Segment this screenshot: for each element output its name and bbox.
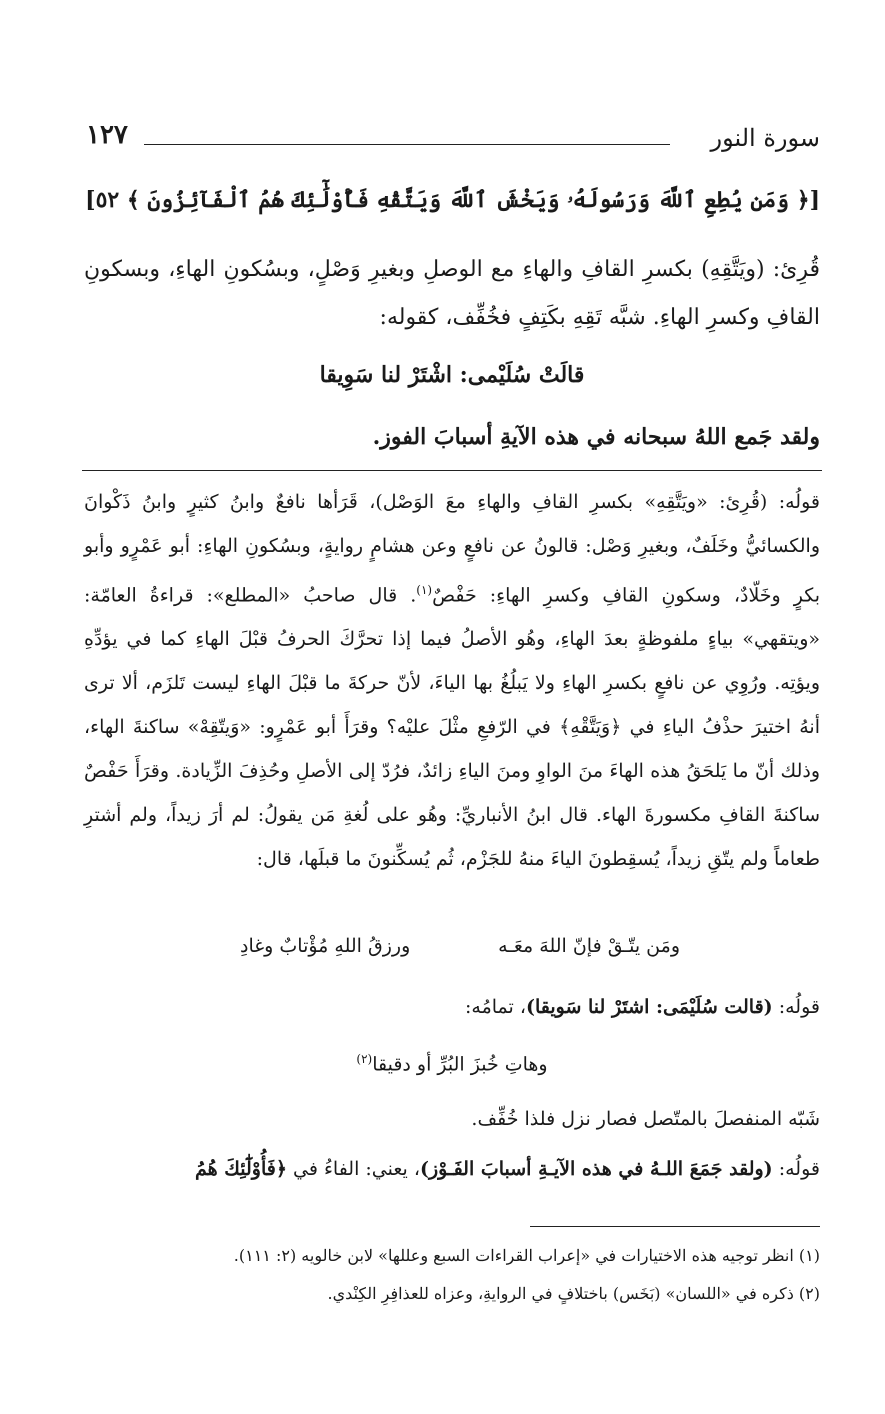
section-divider bbox=[82, 470, 822, 471]
header-rule bbox=[144, 144, 670, 145]
commentary-verse-ref: ﴿فَأُوْلَٰٓئِكَ هُمُ bbox=[194, 1158, 287, 1180]
commentary-line-conclusion bbox=[84, 1158, 820, 1180]
main-paragraph: قُرِئ: (ويَتَّقِهِ) بكسرِ القافِ والهاءِ مع الوصلِ وبغيرِ وَصْلٍ، وبسُكونِ الهاءِ، وبسكونِ القافِ وكسرِ الهاءِ. شبَّه تَقِهِ بكَتِفٍ فخُفِّف، كقوله: bbox=[84, 257, 820, 330]
main-poem-line: قالَتْ سُلَيْمى: اشْتَرْ لنا سَوِيقا bbox=[319, 362, 585, 388]
poem-hemistich-first: ومَن يتّـقْ فإنّ اللهَ معَـه bbox=[498, 935, 680, 957]
poem-second-text: وهاتِ خُبزَ البُرِّ أو دقيقا bbox=[372, 1053, 548, 1076]
main-text bbox=[84, 246, 820, 342]
commentary-quote-2: (ولقد جَمَعَ اللـهُ في هذه الآيـةِ أسبابَ الفَـوْز) bbox=[420, 1158, 773, 1180]
footnote-1: (١) انظر توجيه هذه الاختيارات في «إعراب القراءات السبع وعللها» لابن خالويه (٢: ١١١). bbox=[233, 1246, 820, 1265]
page-number: ١٢٧ bbox=[86, 120, 128, 150]
commentary-paragraph-part1: قولُه: (قُرِئ: «ويَتَّقِهِ» بكسرِ القافِ والهاءِ معَ الوَصْل)، قَرَأها نافعٌ وابنُ كثيرٍ وابنُ ذَكْوانَ والكسائيُّ وخَلَفٌ، وبغيرِ وَصْل: قالونُ عن نافعٍ وعن هشامٍ روايةٍ، وبسُكونِ الهاءِ: أبو عَمْرٍو وأبو بكرٍ وخَلّادٌ، وسكونِ القافِ وكسرِ الهاءِ: حَفْصٌ bbox=[84, 491, 820, 607]
commentary-rest-2: ، يعني: الفاءُ في bbox=[286, 1158, 421, 1180]
footnote-ref-1[interactable]: (١) bbox=[416, 583, 433, 597]
footnote-ref-2[interactable]: (٢) bbox=[356, 1052, 373, 1066]
quran-verse: [﴿ وَمَن يُطِعِ ٱللَّهَ وَرَسُولَهُۥ وَيَخْشَ ٱللَّهَ وَيَتَّقْهِ فَأُوْلَٰٓئِكَ هُمُ ٱلْفَآئِزُونَ ﴾ ٥٢] bbox=[85, 187, 820, 213]
footnote-2: (٢) ذكره في «اللسان» (بَخَس) باختلافٍ في الروايةِ، وعزاه للعذافِرِ الكِنْدي. bbox=[327, 1284, 820, 1303]
poem-verse bbox=[150, 935, 750, 975]
main-conclusion: ولقد جَمع اللهُ سبحانه في هذه الآيةِ أسبابَ الفوز. bbox=[372, 424, 820, 450]
footnote-rule bbox=[530, 1226, 820, 1227]
surah-name: سورة النور bbox=[710, 124, 820, 152]
page-header bbox=[86, 120, 820, 160]
commentary-lead-2: قولُه: bbox=[772, 1158, 820, 1180]
commentary-lead: قولُه: bbox=[772, 996, 820, 1018]
commentary-quote: (قالت سُلَيْمَى: اشتَرْ لنا سَويقا) bbox=[525, 996, 773, 1018]
commentary-line-poem-completion bbox=[84, 996, 820, 1018]
commentary-paragraph bbox=[84, 480, 820, 881]
poem-second-line bbox=[84, 1052, 820, 1075]
commentary-line-explanation: شَبّه المنفصلَ بالمتّصل فصار نزل فلذا خُفِّف. bbox=[471, 1108, 820, 1130]
commentary-text bbox=[84, 480, 820, 881]
commentary-paragraph-part2: . قال صاحبُ «المطلع»: قراءةُ العامّة: «ويتقهي» بياءٍ ملفوظةٍ بعدَ الهاءِ، وهُو الأصلُ فيما إذا تحرَّكَ الحرفُ قبْلَ الهاءِ كما في يؤدِّهِ ويؤتِه. ورُوِي عن نافعٍ بكسرِ الهاءِ ولا يَبلُغُ بها الياءَ، لأنّ حركةَ ما قبْلَ الهاءِ ليست تَلزَم، ألا ترى أنهُ اختيرَ حذْفُ الياءِ في ﴿وَيَتَّقْهِ﴾ في الرّفعِ مثْلَ عليْه؟ وقرَأَ أبو عَمْرٍو: «وَيتّقِهْ» ساكنةَ الهاء، وذلك أنّ ما يَلحَقُ هذه الهاءَ منَ الواوِ ومنَ الياءِ زائدٌ، فرُدّ إلى الأصلِ وحُذِفَ الزِّيادة. وقرَأَ حَفْصٌ ساكنةَ القافِ مكسورةَ الهاء. قال ابنُ الأنباريِّ: وهُو على لُغةِ مَن يقولُ: لم أرَ زيداً، ولم أشترِ طعاماً ولم يتّقِ زيداً، يُسقِطونَ الياءَ منهُ للجَزْم، ثُم يُسكِّنونَ ما قبلَها، قال: bbox=[84, 584, 820, 871]
commentary-rest: ، تمامُه: bbox=[464, 996, 526, 1018]
poem-hemistich-second: ورزقُ اللهِ مُؤْتابٌ وغادِ bbox=[240, 935, 411, 957]
